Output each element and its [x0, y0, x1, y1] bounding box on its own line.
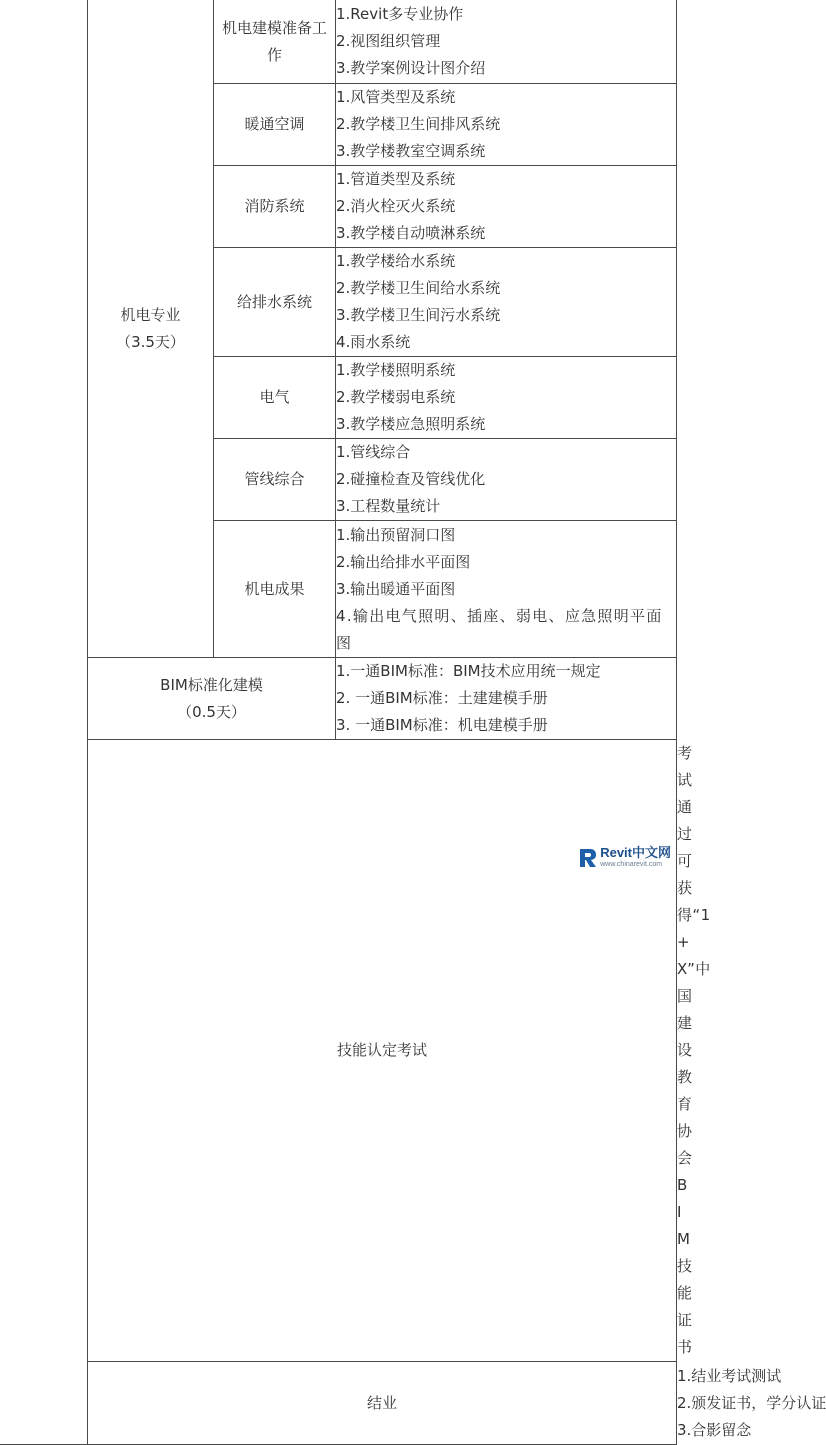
list-item: 2.教学楼卫生间排风系统: [336, 115, 501, 133]
list-item: 3.工程数量统计: [336, 497, 441, 515]
bim-category-name: BIM标准化建模: [160, 675, 263, 694]
topic-items-cell: [336, 521, 677, 658]
topic-items-cell: [336, 0, 677, 84]
list-item: 2.输出给排水平面图: [336, 552, 471, 571]
topic-title-cell: [214, 357, 336, 439]
table-row: 技能认定考试 考试通过可获得“1+X”中国建设教育协会BIM技能证书: [0, 740, 677, 1362]
mep-category-name: 机电专业: [120, 305, 181, 324]
list-item: 2. 一通BIM标准：土建建模手册: [336, 689, 548, 707]
list-item: 2.教学楼弱电系统: [336, 388, 456, 406]
topic-items-cell: [336, 166, 677, 248]
list-item: 4.输出电气照明、插座、弱电、应急照明平面图: [336, 606, 663, 652]
list-item: 3.教学楼卫生间污水系统: [336, 306, 501, 324]
list-item: 1.一通BIM标准：BIM技术应用统一规定: [336, 662, 601, 680]
watermark-url: www.chinarevit.com: [600, 861, 663, 868]
list-item: 3.教学楼教室空调系统: [336, 142, 486, 160]
list-item: 2.教学楼卫生间给水系统: [336, 279, 501, 297]
bim-category-duration: （0.5天）: [177, 702, 246, 721]
graduation-category-cell: [88, 1362, 677, 1445]
graduation-category-name: 结业: [366, 1393, 397, 1412]
topic-title: 管线综合: [244, 470, 305, 488]
topic-title-cell: [214, 0, 336, 84]
topic-title-cell: [214, 84, 336, 166]
table-row: [0, 658, 677, 740]
list-item: 2.视图组织管理: [336, 32, 441, 50]
list-item: 1.教学楼给水系统: [336, 252, 456, 270]
topic-title: 机电成果: [244, 579, 305, 598]
list-item: 3.教学案例设计图介绍: [336, 59, 486, 77]
list-item: 1.管道类型及系统: [336, 170, 456, 188]
mep-category-cell: [88, 0, 214, 658]
list-item: 1.Revit多专业协作: [336, 5, 464, 23]
topic-title: 给排水系统: [236, 292, 312, 311]
blank-column-cell: [0, 0, 88, 1445]
topic-items-cell: [336, 84, 677, 166]
topic-title-cell: [214, 439, 336, 521]
list-item: 3. 一通BIM标准：机电建模手册: [336, 716, 548, 734]
watermark: [578, 846, 671, 869]
topic-items-cell: [336, 357, 677, 439]
list-item: 3.教学楼自动喷淋系统: [336, 224, 486, 242]
mep-category-duration: （3.5天）: [116, 332, 185, 351]
topic-title: 电气: [259, 388, 290, 406]
topic-title-cell: [214, 166, 336, 248]
list-item: 1.风管类型及系统: [336, 88, 456, 106]
list-item: 4.雨水系统: [336, 333, 411, 351]
topic-title: 暖通空调: [244, 115, 305, 133]
revit-logo-icon: [578, 847, 598, 869]
topic-title: 消防系统: [244, 197, 305, 215]
list-item: 3.输出暖通平面图: [336, 579, 456, 598]
bim-items-cell: [336, 658, 677, 740]
table-row: [0, 0, 677, 84]
topic-title-cell: [214, 521, 336, 658]
list-item: 1.教学楼照明系统: [336, 361, 456, 379]
topic-title: 机电建模准备工作: [221, 18, 327, 64]
bim-category-cell: [88, 658, 336, 740]
exam-category-name: 技能认定考试: [336, 1041, 427, 1059]
topic-items-cell: [336, 248, 677, 357]
list-item: 1.管线综合: [336, 443, 411, 461]
table-row: 结业 1.结业考试测试 2.颁发证书，学分认证 3.合影留念: [0, 1362, 677, 1445]
list-item: 2.消火栓灭火系统: [336, 197, 456, 215]
topic-items-cell: [336, 439, 677, 521]
watermark-brand: Revit中文网: [600, 845, 671, 860]
list-item: 3.教学楼应急照明系统: [336, 415, 486, 433]
topic-title-cell: [214, 248, 336, 357]
list-item: 1.输出预留洞口图: [336, 525, 456, 544]
list-item: 2.碰撞检查及管线优化: [336, 470, 486, 488]
exam-category-cell: [88, 740, 677, 1362]
